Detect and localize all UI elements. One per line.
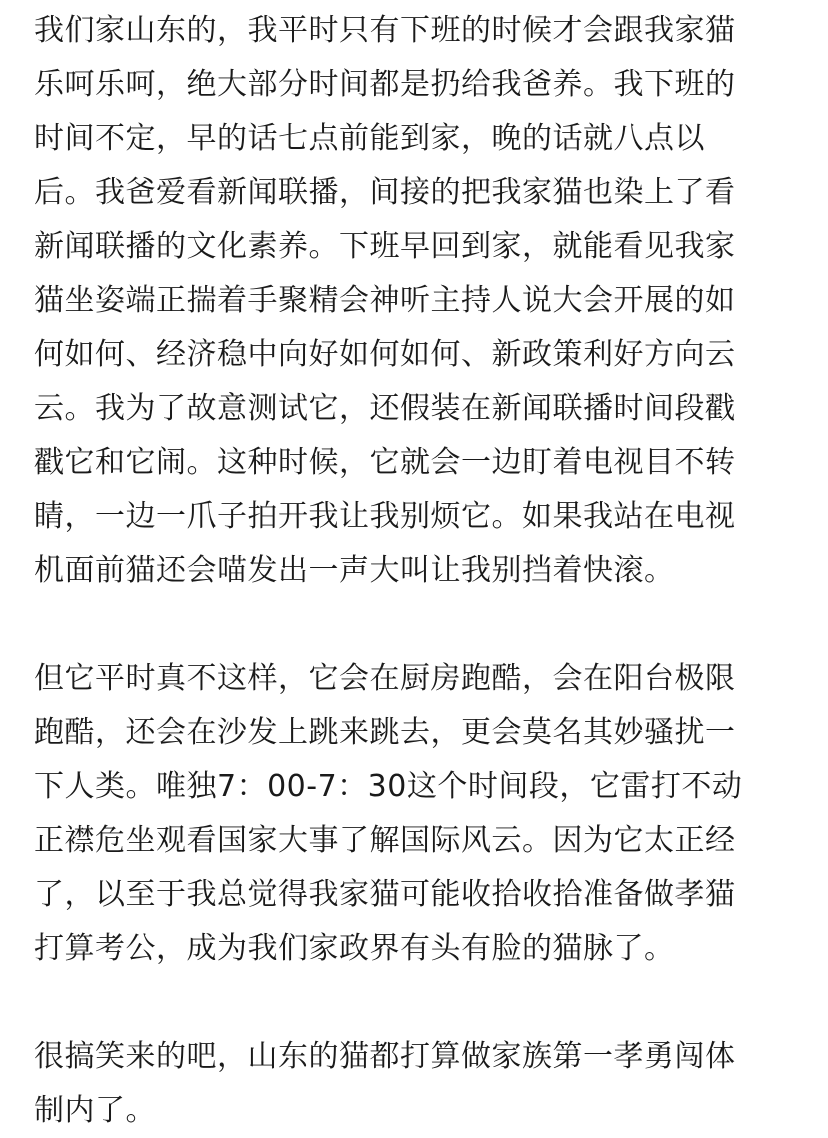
text-line: 猫坐姿端正揣着手聚精会神听主持人说大会开展的如 [34, 283, 736, 318]
text-line: 但它平时真不这样，它会在厨房跑酷，会在阳台极限 [34, 661, 736, 696]
text-line: 我们家山东的，我平时只有下班的时候才会跟我家猫 [34, 13, 736, 48]
text-line: 正襟危坐观看国家大事了解国际风云。因为它太正经 [34, 823, 736, 858]
text-line: 睛，一边一爪子拍开我让我别烦它。如果我站在电视 [34, 499, 736, 534]
text-line: 新闻联播的文化素养。下班早回到家，就能看见我家 [34, 229, 736, 264]
paragraph-spacer [34, 976, 800, 1030]
text-line: 机面前猫还会喵发出一声大叫让我别挡着快滚。 [34, 553, 675, 588]
text-line: 很搞笑来的吧，山东的猫都打算做家族第一孝勇闯体 [34, 1039, 736, 1074]
paragraph-spacer [34, 598, 800, 652]
paragraph-2 [34, 652, 800, 976]
text-line: 云。我为了故意测试它，还假装在新闻联播时间段戳 [34, 391, 736, 426]
paragraph-3 [34, 1030, 800, 1138]
text-line: 时间不定，早的话七点前能到家，晚的话就八点以 [34, 121, 705, 156]
text-line: 何如何、经济稳中向好如何如何、新政策利好方向云 [34, 337, 736, 372]
text-line: 乐呵乐呵，绝大部分时间都是扔给我爸养。我下班的 [34, 67, 736, 102]
text-line: 了，以至于我总觉得我家猫可能收拾收拾准备做孝猫 [34, 877, 736, 912]
text-line: 后。我爸爱看新闻联播，间接的把我家猫也染上了看 [34, 175, 736, 210]
text-line: 戳它和它闹。这种时候，它就会一边盯着电视目不转 [34, 445, 736, 480]
text-line: 制内了。 [34, 1093, 156, 1128]
text-line: 跑酷，还会在沙发上跳来跳去，更会莫名其妙骚扰一 [34, 715, 736, 750]
text-line: 打算考公，成为我们家政界有头有脸的猫脉了。 [34, 931, 675, 966]
paragraph-1 [34, 4, 800, 598]
text-line: 下人类。唯独7：00-7：30这个时间段，它雷打不动 [34, 769, 743, 804]
